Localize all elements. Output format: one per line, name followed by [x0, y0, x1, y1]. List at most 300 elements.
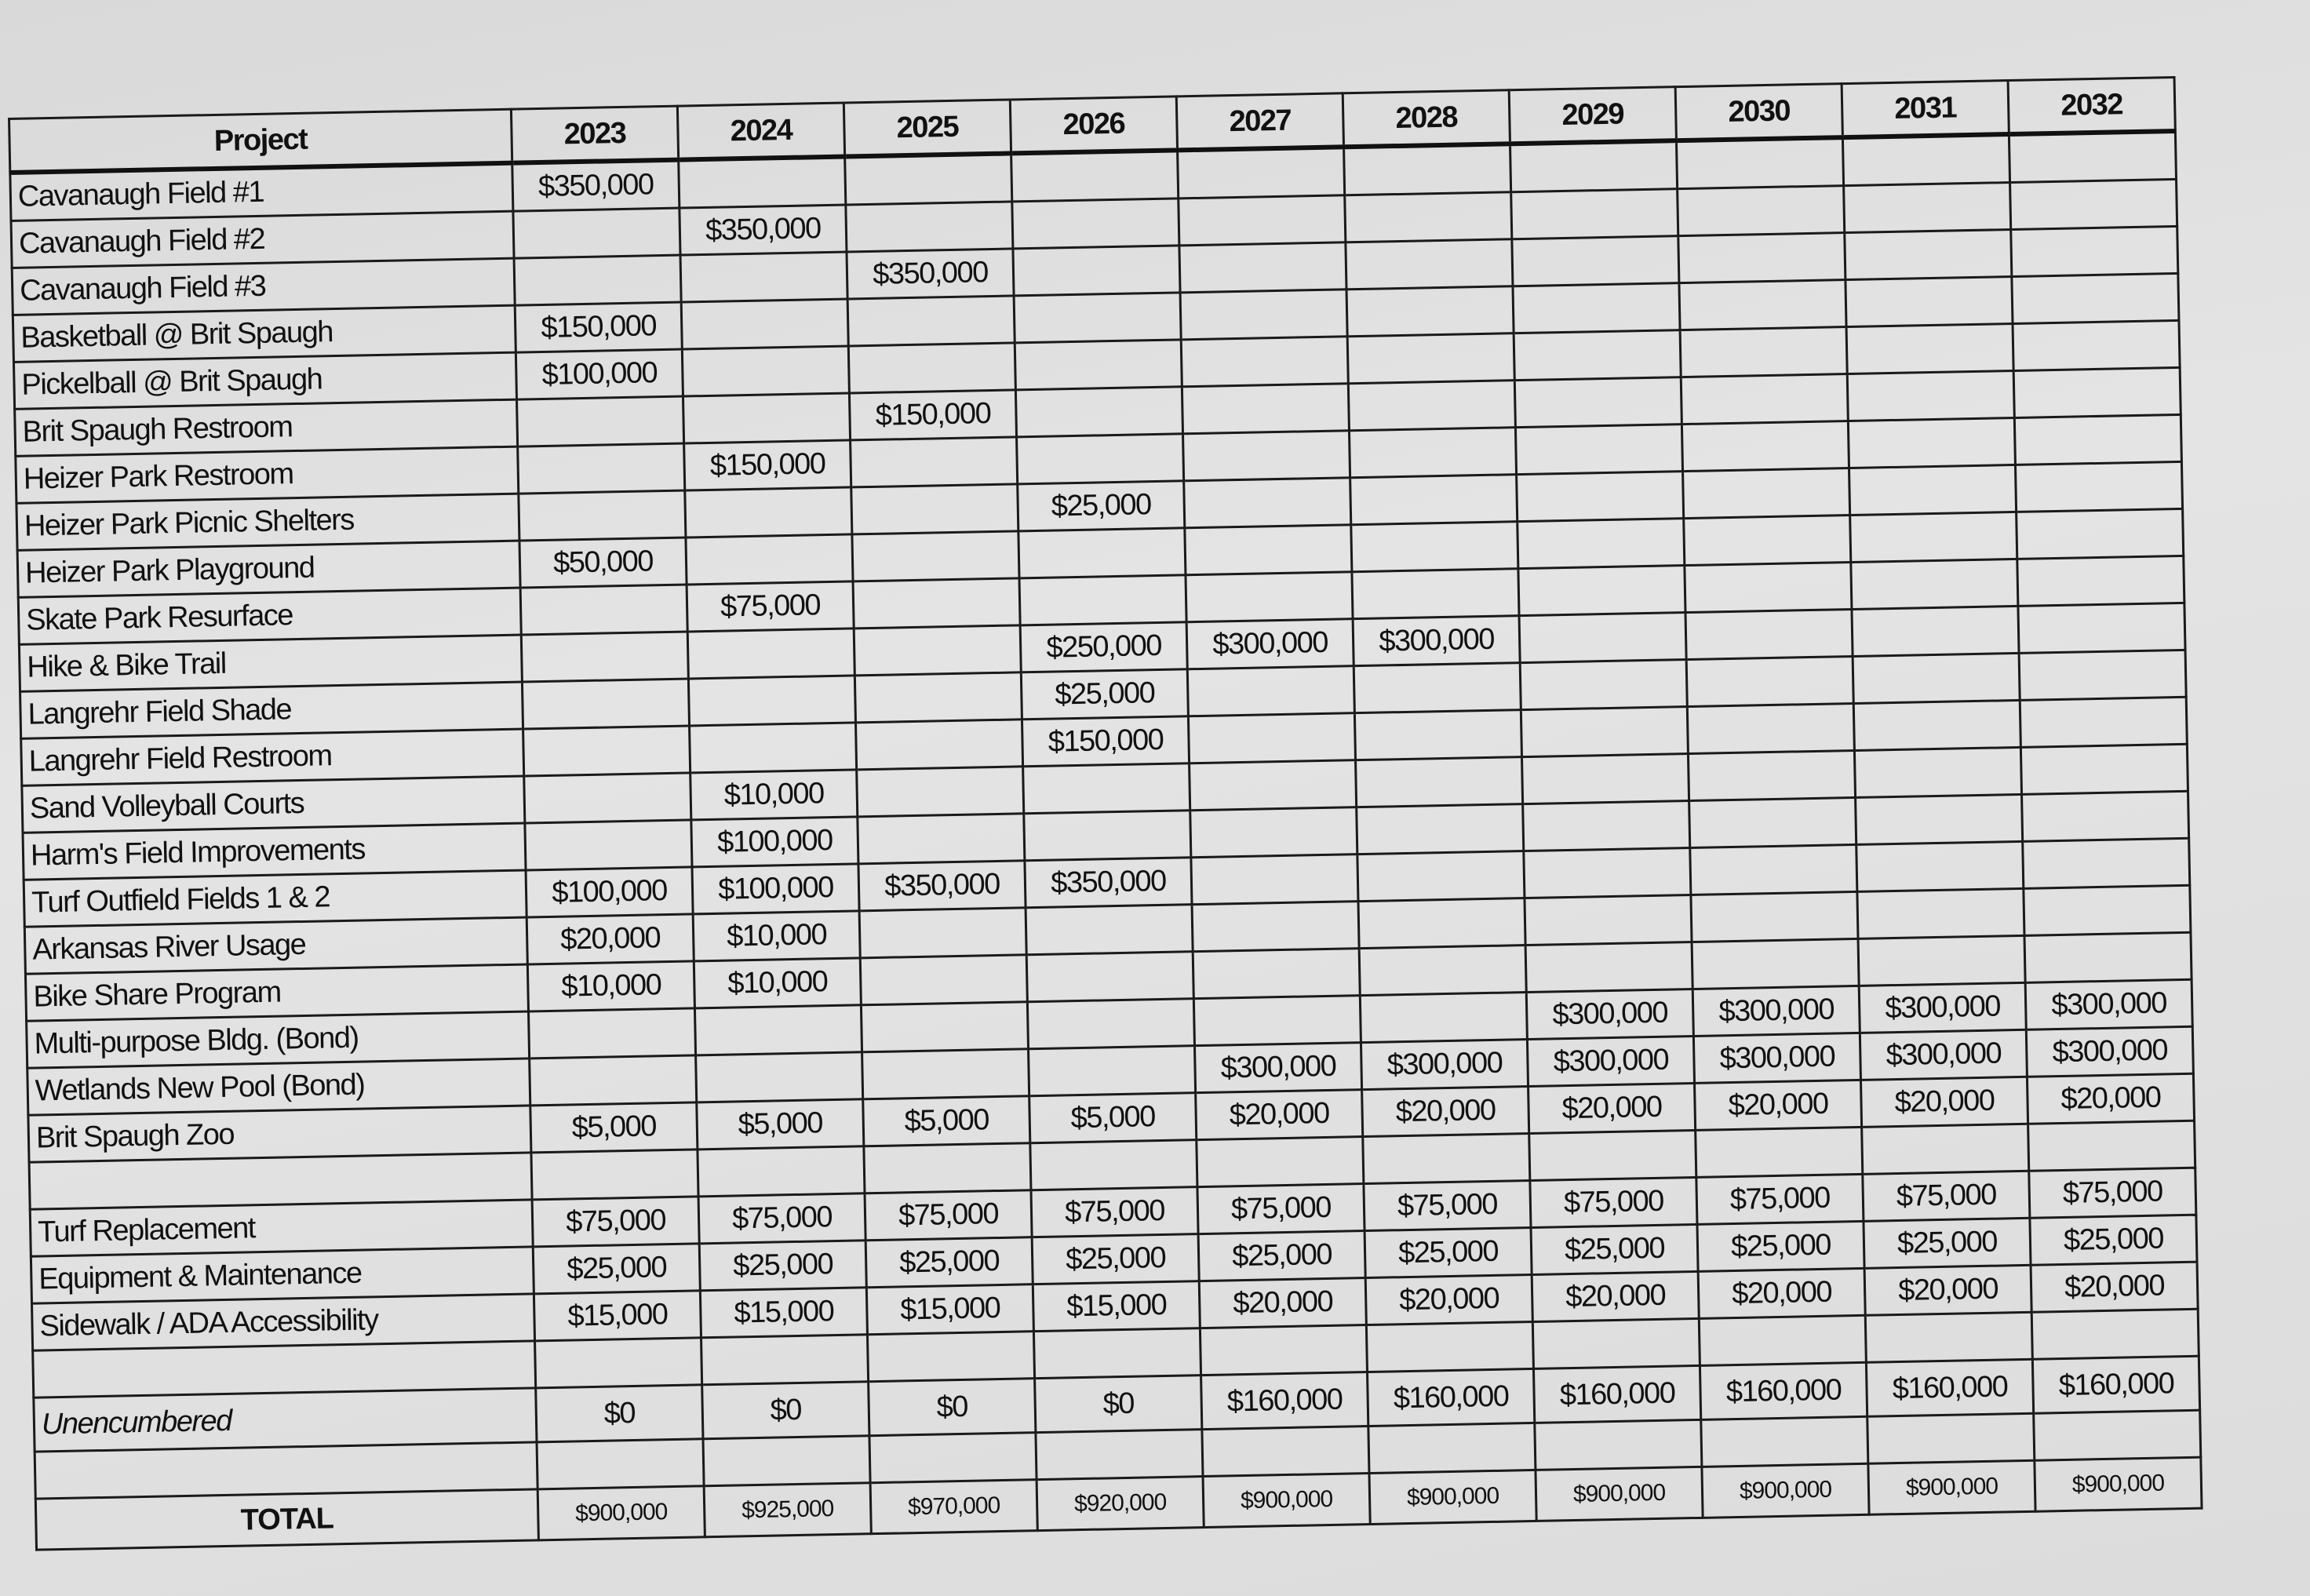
- amount-cell: $300,000: [1860, 1029, 2027, 1080]
- amount-cell: $5,000: [863, 1096, 1030, 1146]
- amount-cell: $100,000: [516, 349, 683, 399]
- amount-cell: [1535, 1419, 1702, 1470]
- amount-cell: $20,000: [2027, 1073, 2194, 1124]
- amount-cell: [1013, 246, 1180, 296]
- amount-cell: [1681, 421, 1849, 472]
- amount-cell: $0: [536, 1385, 703, 1442]
- amount-cell: $25,000: [2030, 1215, 2197, 1265]
- amount-cell: [521, 632, 688, 682]
- amount-cell: [1183, 431, 1350, 481]
- amount-cell: [1520, 660, 1687, 710]
- amount-cell: [694, 1005, 862, 1055]
- amount-cell: $160,000: [1533, 1365, 1700, 1423]
- amount-cell: [1349, 428, 1516, 478]
- amount-cell: $20,000: [1695, 1080, 1862, 1130]
- amount-cell: $300,000: [1186, 619, 1354, 669]
- amount-cell: [1681, 374, 1848, 425]
- amount-cell: [1853, 653, 2020, 703]
- column-header-year: 2028: [1343, 90, 1510, 148]
- amount-cell: [2031, 1309, 2199, 1359]
- amount-cell: [1845, 277, 2013, 327]
- amount-cell: [1200, 1325, 1367, 1376]
- amount-cell: [1368, 1423, 1536, 1473]
- amount-cell: [1192, 902, 1359, 952]
- amount-cell: $5,000: [697, 1099, 864, 1150]
- amount-cell: $925,000: [704, 1483, 871, 1537]
- column-header-year: 2023: [511, 106, 678, 163]
- amount-cell: [861, 1002, 1028, 1052]
- amount-cell: [855, 720, 1022, 770]
- project-name: Turf Outfield Fields 1 & 2: [24, 870, 526, 927]
- project-name: TOTAL: [35, 1489, 538, 1550]
- amount-cell: [2024, 885, 2191, 935]
- amount-cell: $350,000: [858, 861, 1026, 911]
- project-name: Heizer Park Restroom: [16, 446, 519, 503]
- amount-cell: [852, 531, 1019, 581]
- amount-cell: $150,000: [515, 302, 682, 352]
- amount-cell: [846, 202, 1013, 252]
- amount-cell: $250,000: [1020, 622, 1187, 672]
- amount-cell: [1848, 417, 2015, 468]
- amount-cell: [1356, 757, 1523, 807]
- amount-cell: $10,000: [693, 911, 860, 961]
- amount-cell: $15,000: [866, 1284, 1033, 1335]
- amount-cell: $160,000: [1201, 1372, 1368, 1430]
- project-name: Unencumbered: [34, 1388, 537, 1452]
- amount-cell: [1529, 1130, 1696, 1180]
- project-name: Heizer Park Playground: [17, 541, 520, 597]
- amount-cell: $300,000: [1194, 1043, 1361, 1093]
- project-name: Sand Volleyball Courts: [22, 776, 525, 833]
- amount-cell: [1685, 563, 1852, 613]
- amount-cell: [1511, 189, 1678, 239]
- amount-cell: $15,000: [534, 1291, 701, 1341]
- amount-cell: $75,000: [687, 581, 854, 632]
- amount-cell: [2017, 508, 2184, 559]
- amount-cell: [1030, 1140, 1197, 1190]
- amount-cell: [1359, 946, 1526, 996]
- amount-cell: $75,000: [1530, 1177, 1697, 1227]
- amount-cell: [519, 490, 686, 541]
- amount-cell: [2022, 791, 2189, 841]
- amount-cell: [1678, 233, 1845, 283]
- amount-cell: $900,000: [2035, 1457, 2202, 1511]
- amount-cell: $150,000: [1022, 716, 1189, 767]
- amount-cell: $20,000: [1860, 1077, 2028, 1127]
- amount-cell: [1346, 286, 1514, 337]
- amount-cell: [1688, 750, 1855, 800]
- amount-cell: $300,000: [2025, 979, 2192, 1029]
- amount-cell: [1689, 797, 1856, 847]
- amount-cell: [1015, 340, 1182, 390]
- amount-cell: [1692, 938, 1859, 989]
- amount-cell: [1696, 1127, 1863, 1177]
- amount-cell: $20,000: [1532, 1271, 1699, 1321]
- amount-cell: [522, 679, 689, 729]
- project-name: Basketball @ Brit Spaugh: [13, 305, 516, 362]
- project-name: Langrehr Field Shade: [20, 682, 523, 738]
- amount-cell: [1525, 942, 1692, 992]
- amount-cell: [1854, 747, 2021, 797]
- amount-cell: [1856, 794, 2023, 844]
- amount-cell: [1856, 841, 2024, 891]
- amount-cell: $900,000: [1702, 1463, 1869, 1518]
- column-header-year: 2027: [1176, 93, 1343, 151]
- amount-cell: [2013, 367, 2181, 417]
- amount-cell: [1012, 199, 1179, 249]
- amount-cell: [1358, 898, 1525, 949]
- amount-cell: [703, 1436, 870, 1486]
- amount-cell: [528, 1008, 695, 1059]
- amount-cell: $5,000: [1029, 1093, 1197, 1143]
- amount-cell: $75,000: [865, 1190, 1032, 1241]
- amount-cell: $25,000: [1864, 1218, 2031, 1268]
- amount-cell: [1853, 700, 2020, 750]
- amount-cell: [1687, 703, 1854, 753]
- amount-cell: $20,000: [1528, 1083, 1696, 1133]
- amount-cell: $100,000: [526, 867, 693, 917]
- project-name: Cavanaugh Field #3: [12, 258, 515, 315]
- amount-cell: $25,000: [699, 1241, 866, 1291]
- amount-cell: $50,000: [519, 537, 687, 588]
- amount-cell: $900,000: [1868, 1460, 2035, 1514]
- project-name: Brit Spaugh Zoo: [28, 1106, 531, 1162]
- amount-cell: [1029, 1046, 1196, 1096]
- amount-cell: [1179, 242, 1346, 293]
- amount-cell: [514, 255, 681, 305]
- amount-cell: [1186, 572, 1353, 622]
- amount-cell: [1178, 147, 1345, 199]
- amount-cell: [869, 1433, 1037, 1483]
- amount-cell: [1360, 993, 1527, 1043]
- amount-cell: [1014, 293, 1181, 343]
- amount-cell: [2024, 932, 2192, 982]
- amount-cell: [1202, 1427, 1369, 1477]
- amount-cell: [1017, 434, 1184, 484]
- amount-cell: [690, 723, 857, 773]
- project-name: Heizer Park Picnic Shelters: [16, 494, 519, 550]
- amount-cell: $0: [869, 1379, 1036, 1436]
- amount-cell: [2009, 131, 2176, 183]
- amount-cell: [1842, 134, 2009, 186]
- amount-cell: [2010, 179, 2177, 229]
- amount-cell: $10,000: [690, 770, 858, 820]
- amount-cell: $20,000: [1196, 1090, 1363, 1140]
- amount-cell: $970,000: [870, 1480, 1037, 1534]
- amount-cell: [1691, 891, 1858, 942]
- amount-cell: [1523, 801, 1690, 851]
- amount-cell: [701, 1335, 869, 1385]
- amount-cell: $10,000: [694, 958, 861, 1008]
- amount-cell: [1015, 387, 1182, 437]
- amount-cell: [2020, 744, 2188, 794]
- amount-cell: $20,000: [526, 914, 694, 964]
- amount-cell: [1026, 905, 1193, 955]
- amount-cell: [686, 534, 853, 585]
- amount-cell: [851, 484, 1018, 534]
- amount-cell: $20,000: [2031, 1262, 2198, 1312]
- amount-cell: $15,000: [1033, 1281, 1200, 1332]
- amount-cell: $20,000: [1362, 1087, 1529, 1137]
- amount-cell: [1513, 283, 1680, 333]
- amount-cell: $25,000: [1198, 1231, 1365, 1281]
- amount-cell: [1515, 425, 1682, 475]
- amount-cell: [845, 153, 1012, 205]
- project-name: Equipment & Maintenance: [31, 1247, 534, 1303]
- amount-cell: [523, 726, 690, 776]
- amount-cell: $25,000: [1365, 1227, 1532, 1277]
- amount-cell: $300,000: [1526, 989, 1693, 1039]
- project-name: Skate Park Resurface: [18, 588, 521, 644]
- amount-cell: [1532, 1318, 1700, 1368]
- amount-cell: [1701, 1416, 1868, 1467]
- amount-cell: [1514, 330, 1681, 381]
- amount-cell: [1181, 337, 1348, 387]
- amount-cell: [1026, 952, 1193, 1002]
- amount-cell: [1185, 525, 1352, 575]
- amount-cell: [1191, 854, 1358, 905]
- amount-cell: [864, 1143, 1031, 1193]
- project-name: Hike & Bike Trail: [19, 635, 522, 691]
- amount-cell: [1858, 935, 2025, 986]
- amount-cell: [1345, 192, 1512, 242]
- amount-cell: [857, 767, 1024, 817]
- amount-cell: [2028, 1120, 2195, 1171]
- amount-cell: $75,000: [1197, 1184, 1365, 1234]
- amount-cell: [680, 252, 847, 302]
- amount-cell: [2014, 414, 2181, 465]
- amount-cell: $350,000: [512, 160, 680, 212]
- amount-cell: $25,000: [1531, 1224, 1698, 1274]
- amount-cell: [1525, 895, 1692, 946]
- amount-cell: [1354, 663, 1521, 713]
- amount-cell: [1350, 475, 1518, 525]
- amount-cell: [1188, 713, 1355, 763]
- capital-projects-table: [8, 76, 2203, 1551]
- amount-cell: $75,000: [698, 1193, 865, 1244]
- amount-cell: $20,000: [1199, 1278, 1366, 1328]
- amount-cell: $920,000: [1037, 1477, 1204, 1531]
- amount-cell: [1023, 763, 1190, 814]
- amount-cell: [1351, 522, 1518, 572]
- amount-cell: $75,000: [1364, 1181, 1531, 1231]
- amount-cell: $25,000: [1032, 1234, 1199, 1284]
- amount-cell: $20,000: [1864, 1265, 2031, 1315]
- amount-cell: [1517, 472, 1684, 522]
- amount-cell: [1187, 666, 1354, 716]
- project-name: Turf Replacement: [30, 1200, 533, 1256]
- amount-cell: $75,000: [532, 1197, 699, 1247]
- amount-cell: [1018, 528, 1186, 578]
- amount-cell: [848, 343, 1015, 393]
- amount-cell: $10,000: [527, 961, 694, 1011]
- amount-cell: [1363, 1134, 1530, 1184]
- amount-cell: [1685, 610, 1853, 660]
- amount-cell: $300,000: [1353, 616, 1520, 666]
- amount-cell: [688, 676, 855, 726]
- amount-cell: [696, 1052, 863, 1102]
- amount-cell: [860, 955, 1027, 1005]
- amount-cell: [1524, 848, 1691, 898]
- amount-cell: $25,000: [1697, 1221, 1864, 1271]
- amount-cell: [1033, 1328, 1201, 1379]
- amount-cell: [1366, 1321, 1533, 1372]
- amount-cell: [1844, 183, 2011, 233]
- amount-cell: [1510, 140, 1677, 192]
- amount-cell: [2012, 273, 2179, 323]
- amount-cell: [2011, 226, 2178, 276]
- amount-cell: $160,000: [2032, 1356, 2199, 1413]
- amount-cell: $900,000: [1536, 1467, 1703, 1521]
- printed-sheet: [8, 76, 2203, 1551]
- amount-cell: [1684, 516, 1851, 566]
- amount-cell: [1179, 195, 1346, 246]
- amount-cell: $160,000: [1700, 1362, 1867, 1419]
- amount-cell: [2034, 1410, 2201, 1460]
- project-name: Pickelball @ Brit Spaugh: [13, 352, 516, 409]
- amount-cell: $5,000: [530, 1102, 698, 1153]
- amount-cell: [1683, 468, 1850, 519]
- amount-cell: [1027, 999, 1194, 1049]
- amount-cell: [1690, 844, 1857, 895]
- amount-cell: [517, 396, 684, 446]
- amount-cell: $350,000: [680, 205, 847, 255]
- column-header-year: 2024: [677, 103, 844, 160]
- amount-cell: [1699, 1315, 1866, 1365]
- amount-cell: [525, 820, 692, 870]
- column-header-year: 2032: [2008, 77, 2175, 134]
- amount-cell: $300,000: [2026, 1026, 2193, 1077]
- amount-cell: [1352, 569, 1519, 619]
- amount-cell: [1865, 1312, 2032, 1362]
- amount-cell: [1867, 1413, 2035, 1463]
- amount-cell: [1019, 575, 1186, 625]
- amount-cell: [513, 208, 680, 258]
- amount-cell: [682, 346, 849, 396]
- column-header-year: 2025: [843, 100, 1011, 157]
- amount-cell: $900,000: [1203, 1474, 1370, 1528]
- amount-cell: [1512, 236, 1679, 286]
- amount-cell: [847, 296, 1015, 346]
- amount-cell: $75,000: [1863, 1171, 2030, 1221]
- column-header-year: 2031: [1842, 81, 2009, 138]
- column-header-year: 2030: [1675, 84, 1842, 141]
- amount-cell: [1180, 290, 1347, 340]
- amount-cell: $25,000: [1018, 481, 1185, 531]
- amount-cell: [683, 393, 850, 443]
- amount-cell: [2018, 603, 2185, 653]
- project-name: Brit Spaugh Restroom: [15, 399, 518, 456]
- amount-cell: [1354, 710, 1521, 760]
- amount-cell: [1357, 804, 1524, 854]
- amount-cell: [1679, 280, 1846, 330]
- amount-cell: $75,000: [1696, 1174, 1864, 1224]
- column-header-project: Project: [9, 109, 512, 173]
- amount-cell: $25,000: [533, 1244, 700, 1294]
- amount-cell: [2023, 838, 2190, 888]
- amount-cell: [1357, 851, 1525, 902]
- amount-cell: [1011, 150, 1179, 202]
- amount-cell: $150,000: [684, 440, 851, 490]
- amount-cell: [1680, 327, 1847, 377]
- amount-cell: $20,000: [1698, 1268, 1865, 1318]
- amount-cell: [1518, 566, 1685, 616]
- amount-cell: [1344, 144, 1511, 195]
- amount-cell: [1857, 888, 2024, 938]
- amount-cell: [1518, 519, 1685, 569]
- amount-cell: [1182, 384, 1349, 434]
- amount-cell: [854, 672, 1022, 723]
- amount-cell: $75,000: [2029, 1168, 2196, 1218]
- amount-cell: [1521, 754, 1689, 804]
- amount-cell: [530, 1055, 697, 1106]
- amount-cell: [1849, 465, 2017, 515]
- project-name: Cavanaugh Field #1: [10, 163, 513, 221]
- amount-cell: $20,000: [1365, 1274, 1532, 1325]
- amount-cell: [1845, 230, 2012, 280]
- amount-cell: [2019, 650, 2186, 700]
- amount-cell: [524, 773, 691, 823]
- amount-cell: [535, 1338, 702, 1388]
- amount-cell: $900,000: [537, 1486, 705, 1540]
- amount-cell: [1193, 996, 1361, 1046]
- amount-cell: $350,000: [1025, 858, 1192, 908]
- amount-cell: $150,000: [849, 390, 1016, 440]
- amount-cell: [851, 437, 1018, 487]
- amount-cell: $0: [1035, 1376, 1202, 1433]
- amount-cell: $75,000: [1031, 1187, 1198, 1237]
- amount-cell: $100,000: [692, 864, 859, 914]
- amount-cell: [867, 1332, 1034, 1382]
- amount-cell: [520, 585, 687, 635]
- amount-cell: $15,000: [700, 1288, 867, 1338]
- amount-cell: [1676, 137, 1843, 189]
- amount-cell: $100,000: [691, 817, 858, 867]
- project-name: Harm's Field Improvements: [23, 823, 526, 880]
- amount-cell: [858, 814, 1025, 864]
- amount-cell: $0: [702, 1382, 869, 1439]
- project-name: Arkansas River Usage: [24, 917, 527, 974]
- amount-cell: [1521, 707, 1688, 757]
- amount-cell: [518, 443, 685, 494]
- amount-cell: [1678, 186, 1845, 236]
- amount-cell: [1847, 370, 2014, 421]
- amount-cell: [854, 625, 1021, 676]
- amount-cell: [1193, 949, 1360, 999]
- amount-cell: [679, 157, 846, 209]
- amount-cell: $300,000: [1692, 986, 1860, 1036]
- amount-cell: [1514, 377, 1681, 428]
- project-name: Bike Share Program: [25, 964, 528, 1021]
- amount-cell: [1190, 760, 1357, 811]
- amount-cell: [1851, 559, 2018, 609]
- amount-cell: $300,000: [1859, 982, 2026, 1033]
- project-name: Wetlands New Pool (Bond): [27, 1059, 530, 1115]
- amount-cell: [1036, 1430, 1203, 1480]
- amount-cell: [1862, 1124, 2029, 1174]
- amount-cell: [2013, 320, 2180, 370]
- amount-cell: [681, 299, 848, 349]
- amount-cell: [1519, 613, 1686, 663]
- amount-cell: [1184, 478, 1351, 528]
- amount-cell: $300,000: [1361, 1040, 1528, 1090]
- amount-cell: [2020, 697, 2187, 747]
- amount-cell: [853, 578, 1020, 629]
- project-name: Sidewalk / ADA Accessibility: [32, 1294, 535, 1350]
- column-header-year: 2026: [1010, 97, 1177, 154]
- amount-cell: [1348, 381, 1515, 431]
- amount-cell: $900,000: [1369, 1470, 1536, 1524]
